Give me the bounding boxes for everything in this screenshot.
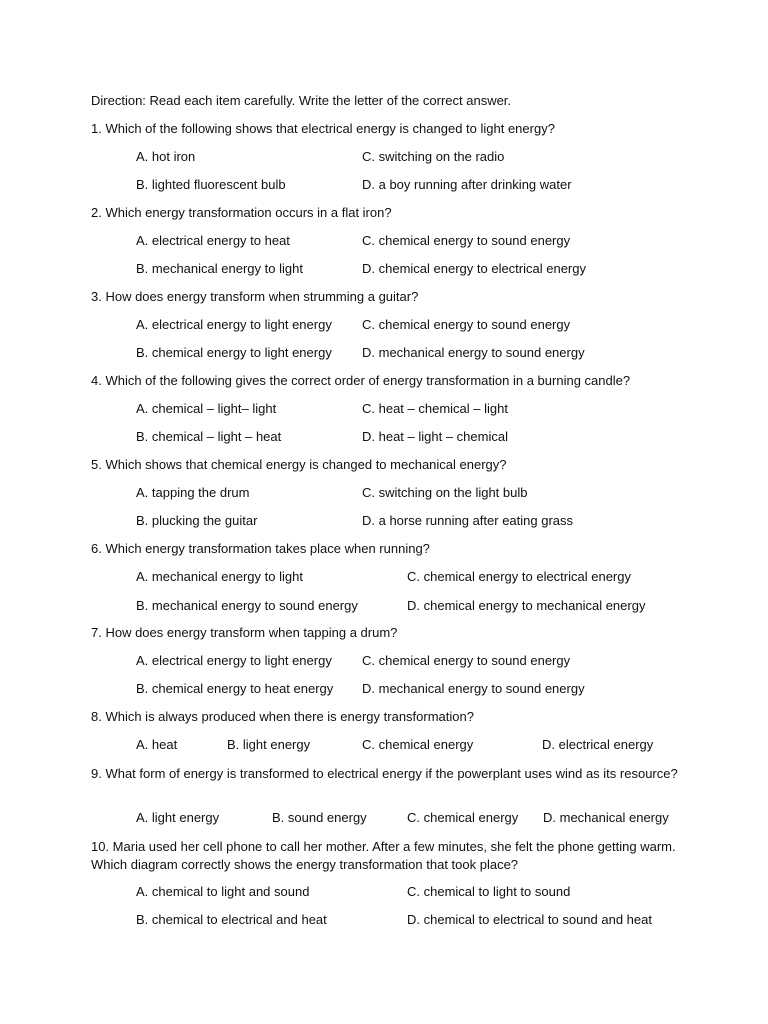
q1-option-d: D. a boy running after drinking water (362, 177, 572, 192)
q7-option-a: A. electrical energy to light energy (136, 653, 332, 668)
q2-option-b: B. mechanical energy to light (136, 261, 303, 276)
q9-option-b: B. sound energy (272, 810, 367, 825)
q6-option-b: B. mechanical energy to sound energy (136, 598, 358, 613)
question-7: 7. How does energy transform when tapping a drum? (91, 625, 398, 640)
q4-option-c: C. heat – chemical – light (362, 401, 508, 416)
question-5: 5. Which shows that chemical energy is changed to mechanical energy? (91, 457, 507, 472)
q5-option-c: C. switching on the light bulb (362, 485, 528, 500)
question-8: 8. Which is always produced when there is energy transformation? (91, 709, 474, 724)
q10-option-d: D. chemical to electrical to sound and heat (407, 912, 652, 927)
q6-option-d: D. chemical energy to mechanical energy (407, 598, 646, 613)
q7-option-c: C. chemical energy to sound energy (362, 653, 571, 668)
q5-option-d: D. a horse running after eating grass (362, 513, 574, 528)
question-3: 3. How does energy transform when strumming a guitar? (91, 289, 419, 304)
question-6: 6. Which energy transformation takes place when running? (91, 541, 430, 556)
q9-option-a: A. light energy (136, 810, 220, 825)
q4-option-b: B. chemical – light – heat (136, 429, 282, 444)
q4-option-a: A. chemical – light– light (136, 401, 277, 416)
q8-option-a: A. heat (136, 737, 178, 752)
q3-option-c: C. chemical energy to sound energy (362, 317, 571, 332)
q7-option-b: B. chemical energy to heat energy (136, 681, 334, 696)
q1-option-a: A. hot iron (136, 149, 196, 164)
q10-option-a: A. chemical to light and sound (136, 884, 310, 899)
q5-option-a: A. tapping the drum (136, 485, 250, 500)
q6-option-a: A. mechanical energy to light (136, 569, 303, 584)
q8-option-d: D. electrical energy (542, 737, 654, 752)
q8-option-b: B. light energy (227, 737, 311, 752)
q10-option-c: C. chemical to light to sound (407, 884, 571, 899)
question-1: 1. Which of the following shows that electrical energy is changed to light energy? (91, 121, 555, 136)
question-9: 9. What form of energy is transformed to electrical energy if the powerplant uses wind as its resource? (91, 766, 678, 781)
question-10: 10. Maria used her cell phone to call her mother. After a few minutes, she felt the phone getting warm. Which diagram correctly shows the energy transformation that took place? (91, 839, 676, 872)
q7-option-d: D. mechanical energy to sound energy (362, 681, 585, 696)
q10-option-b: B. chemical to electrical and heat (136, 912, 327, 927)
question-2: 2. Which energy transformation occurs in a flat iron? (91, 205, 392, 220)
q3-option-a: A. electrical energy to light energy (136, 317, 332, 332)
q1-option-b: B. lighted fluorescent bulb (136, 177, 286, 192)
q8-option-c: C. chemical energy (362, 737, 474, 752)
directions: Direction: Read each item carefully. Write the letter of the correct answer. (91, 93, 512, 108)
q5-option-b: B. plucking the guitar (136, 513, 258, 528)
q9-option-c: C. chemical energy (407, 810, 519, 825)
q6-option-c: C. chemical energy to electrical energy (407, 569, 631, 584)
q3-option-d: D. mechanical energy to sound energy (362, 345, 585, 360)
q4-option-d: D. heat – light – chemical (362, 429, 508, 444)
q2-option-a: A. electrical energy to heat (136, 233, 290, 248)
question-4: 4. Which of the following gives the correct order of energy transformation in a burning candle? (91, 373, 631, 388)
q1-option-c: C. switching on the radio (362, 149, 505, 164)
q2-option-d: D. chemical energy to electrical energy (362, 261, 586, 276)
q2-option-c: C. chemical energy to sound energy (362, 233, 571, 248)
q9-option-d: D. mechanical energy (543, 810, 669, 825)
q3-option-b: B. chemical energy to light energy (136, 345, 332, 360)
